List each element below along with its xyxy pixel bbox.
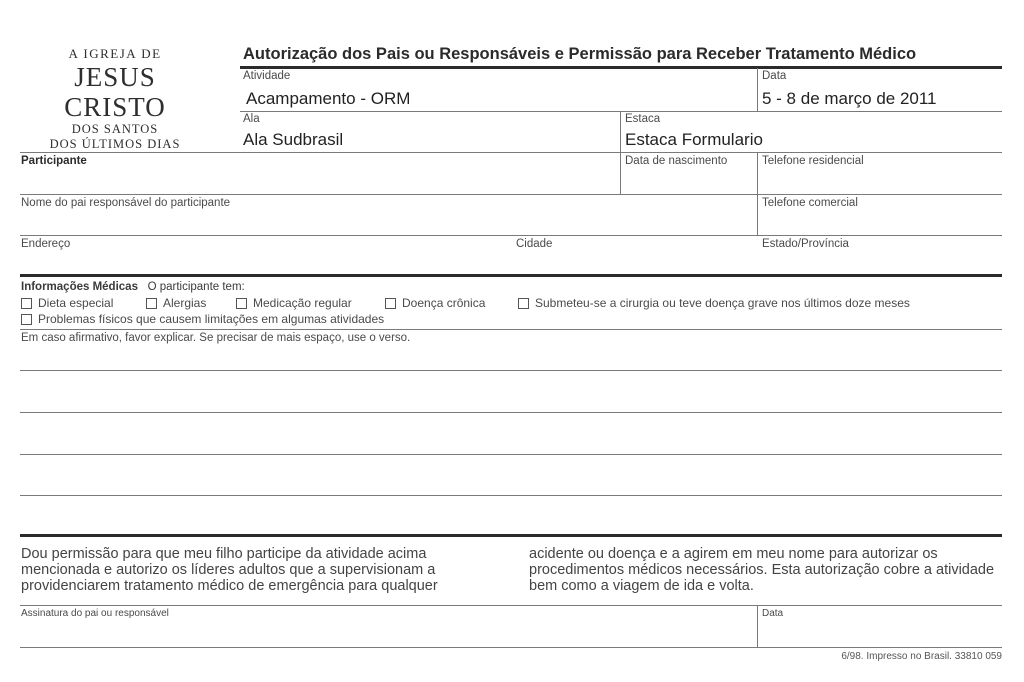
form-title: Autorização dos Pais ou Responsáveis e Permissão para Receber Tratamento Médico: [243, 45, 917, 63]
estaca-field[interactable]: Estaca Formulario: [625, 130, 763, 149]
checkbox-icon: [21, 314, 32, 325]
print-info: 6/98. Impresso no Brasil. 33810 059: [841, 651, 1002, 662]
signature-label: Assinatura do pai ou responsável: [21, 608, 169, 619]
signature-date-label: Data: [762, 608, 784, 619]
explain-line-4[interactable]: [20, 495, 1002, 496]
checkbox-doenca[interactable]: [385, 296, 485, 310]
atividade-label: Atividade: [243, 70, 291, 82]
row-rule: [20, 605, 1002, 606]
row-rule: [240, 111, 1002, 112]
row-rule: [20, 152, 1002, 153]
section-rule: [20, 274, 1002, 277]
medical-intro: O participante tem:: [147, 281, 245, 293]
checkbox-alergias-label: Alergias: [163, 296, 207, 310]
medical-heading-line: [21, 281, 245, 293]
tel-comercial-label: Telefone comercial: [762, 197, 858, 209]
checkbox-dieta-label: Dieta especial: [38, 296, 114, 310]
explain-label: Em caso afirmativo, favor explicar. Se precisar de mais espaço, use o verso.: [21, 332, 411, 344]
row-rule: [20, 647, 1002, 648]
cidade-label: Cidade: [516, 238, 553, 250]
atividade-field[interactable]: Acampamento - ORM: [246, 89, 411, 108]
checkbox-alergias[interactable]: [146, 296, 206, 310]
medical-heading: Informações Médicas: [21, 281, 138, 293]
ala-label: Ala: [243, 113, 260, 125]
participante-label: Participante: [21, 155, 87, 167]
estado-label: Estado/Província: [762, 238, 849, 250]
divider: [757, 68, 758, 111]
checkbox-medicacao-label: Medicação regular: [253, 296, 352, 310]
nome-pai-label: Nome do pai responsável do participante: [21, 197, 231, 209]
endereco-label: Endereço: [21, 238, 71, 250]
checkbox-dieta[interactable]: [21, 296, 113, 310]
permission-text-col2: acidente ou doença e a agirem em meu nome para autorizar os procedimentos médicos necessários. Esta autorização cobre a atividade bem como a viagem de ida e volta.: [529, 546, 995, 594]
logo-line-3: DOS SANTOS: [71, 122, 159, 136]
estaca-label: Estaca: [625, 113, 661, 125]
checkbox-problemas[interactable]: [21, 312, 384, 326]
explain-line-1[interactable]: [20, 370, 1002, 371]
permission-text-col1: Dou permissão para que meu filho participe da atividade acima mencionada e autorizo os líderes adultos que a supervisionam a providenciarem tratamento médico de emergência para qualquer: [21, 546, 438, 594]
title-rule: [240, 66, 1002, 69]
logo-line-1: A IGREJA DE: [68, 46, 162, 61]
tel-residencial-label: Telefone residencial: [762, 155, 864, 167]
checkbox-doenca-label: Doença crônica: [402, 296, 486, 310]
checkbox-icon: [146, 298, 157, 309]
church-logo: [20, 46, 210, 152]
checkbox-cirurgia[interactable]: [518, 296, 910, 310]
divider: [757, 605, 758, 647]
logo-line-4: DOS ÚLTIMOS DIAS: [49, 137, 181, 151]
row-rule: [20, 329, 1002, 330]
logo-line-2: JESUS CRISTO: [64, 62, 166, 122]
explain-line-3[interactable]: [20, 454, 1002, 455]
row-rule: [20, 194, 1002, 195]
checkbox-icon: [21, 298, 32, 309]
nascimento-label: Data de nascimento: [625, 155, 728, 167]
data-field[interactable]: 5 - 8 de março de 2011: [762, 89, 937, 108]
section-rule: [20, 534, 1002, 537]
checkbox-problemas-label: Problemas físicos que causem limitações em algumas atividades: [38, 312, 385, 326]
data-label: Data: [762, 70, 787, 82]
checkbox-icon: [236, 298, 247, 309]
checkbox-icon: [518, 298, 529, 309]
checkbox-cirurgia-label: Submeteu-se a cirurgia ou teve doença grave nos últimos doze meses: [535, 296, 910, 310]
checkbox-icon: [385, 298, 396, 309]
ala-field[interactable]: Ala Sudbrasil: [243, 130, 344, 149]
row-rule: [20, 235, 1002, 236]
explain-line-2[interactable]: [20, 412, 1002, 413]
checkbox-medicacao[interactable]: [236, 296, 352, 310]
